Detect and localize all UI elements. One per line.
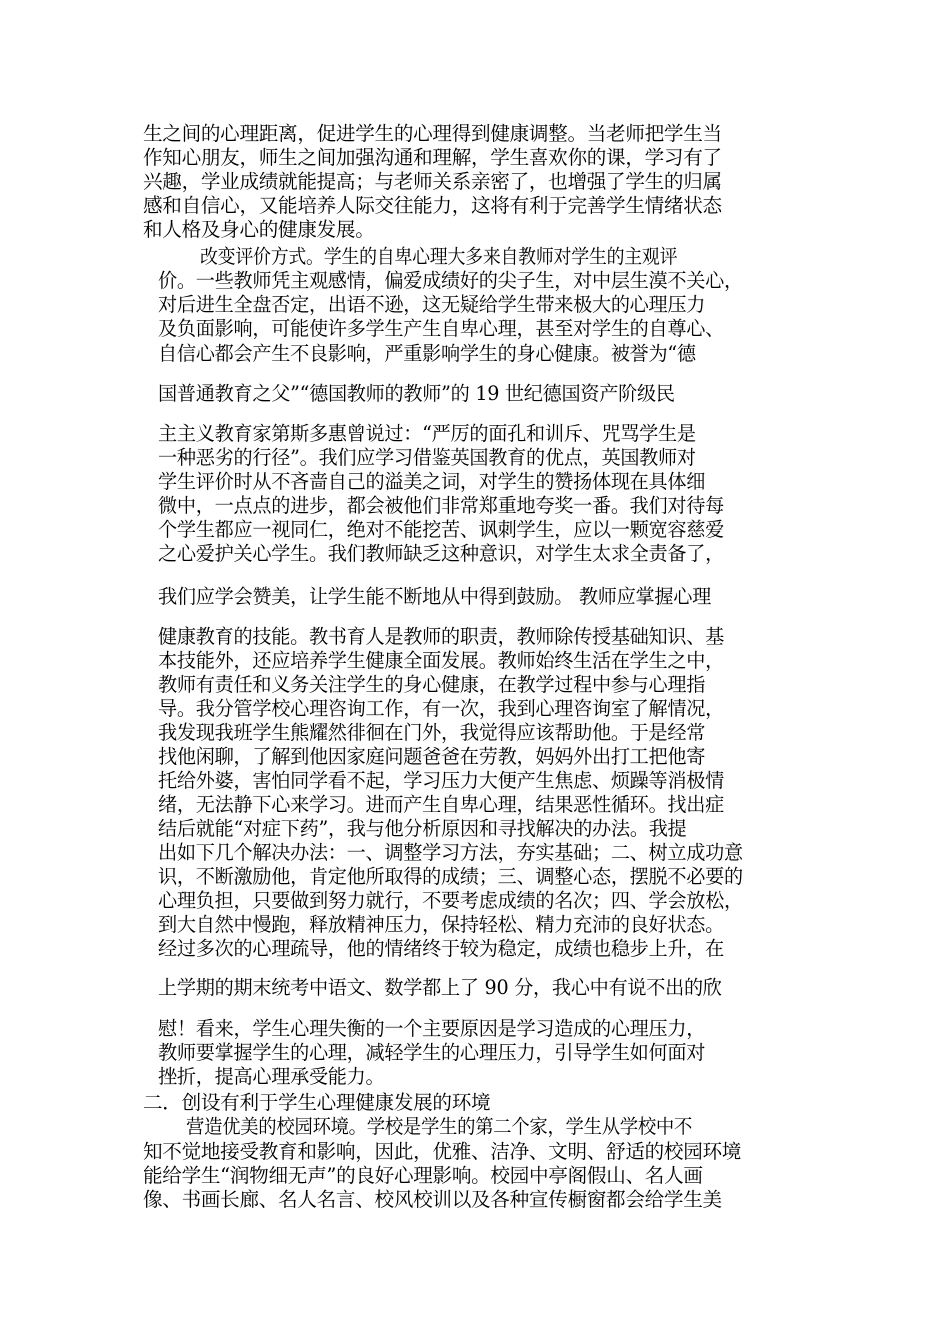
text-line: 学生评价时从不吝啬自己的溢美之词，对学生的赞扬体现在具体细 bbox=[158, 470, 706, 493]
section-heading: 二．创设有利于学生心理健康发展的环境 bbox=[143, 1091, 491, 1114]
text-line: 国普通教育之父”“德国教师的教师”的 19 世纪德国资产阶级民 bbox=[158, 382, 675, 405]
text-line: 慰！看来，学生心理失衡的一个主要原因是学习造成的心理压力， bbox=[158, 1017, 706, 1040]
text-line: 教师有责任和义务关注学生的身心健康，在教学过程中参与心理指 bbox=[158, 673, 706, 696]
text-line: 及负面影响，可能使许多学生产生自卑心理，甚至对学生的自尊心、 bbox=[158, 317, 725, 340]
text-line: 找他闲聊，了解到他因家庭问题爸爸在劳教，妈妈外出打工把他寄 bbox=[158, 745, 706, 768]
text-line: 出如下几个解决办法：一、调整学习方法，夯实基础；二、树立成功意 bbox=[158, 841, 743, 864]
text-line: 微中，一点点的进步，都会被他们非常郑重地夸奖一番。我们对待每 bbox=[158, 494, 725, 517]
text-line: 导。我分管学校心理咨询工作，有一次，我到心理咨询室了解情况， bbox=[158, 697, 725, 720]
text-line: 绪，无法静下心来学习。进而产生自卑心理，结果恶性循环。找出症 bbox=[158, 793, 725, 816]
text-line: 和人格及身心的健康发展。 bbox=[143, 218, 375, 241]
paragraph-first-line: 改变评价方式。学生的自卑心理大多来自教师对学生的主观评 bbox=[200, 245, 678, 268]
text-line: 我发现我班学生熊耀然徘徊在门外，我觉得应该帮助他。于是经常 bbox=[158, 721, 706, 744]
text-line: 结后就能“对症下药”，我与他分析原因和寻找解决的办法。我提 bbox=[158, 817, 687, 840]
text-line: 能给学生“润物细无声”的良好心理影响。校园中亭阁假山、名人画 bbox=[143, 1164, 703, 1187]
text-line: 知不觉地接受教育和影响，因此，优雅、洁净、文明、舒适的校园环境 bbox=[143, 1140, 742, 1163]
text-line: 上学期的期末统考中语文、数学都上了 90 分，我心中有说不出的欣 bbox=[158, 976, 722, 999]
text-line: 经过多次的心理疏导，他的情绪终于较为稳定，成绩也稳步上升，在 bbox=[158, 937, 725, 960]
text-line: 到大自然中慢跑，释放精神压力，保持轻松、精力充沛的良好状态。 bbox=[158, 913, 725, 936]
text-line: 本技能外，还应培养学生健康全面发展。教师始终生活在学生之中， bbox=[158, 649, 725, 672]
text-line: 生之间的心理距离，促进学生的心理得到健康调整。当老师把学生当 bbox=[143, 122, 722, 145]
text-line: 价。一些教师凭主观感情，偏爱成绩好的尖子生，对中层生漠不关心， bbox=[158, 269, 743, 292]
text-line: 托给外婆，害怕同学看不起，学习压力大便产生焦虑、烦躁等消极情 bbox=[158, 769, 725, 792]
text-line: 像、书画长廊、名人名言、校风校训以及各种宣传橱窗都会给学生美 bbox=[143, 1188, 722, 1211]
text-line: 挫折，提高心理承受能力。 bbox=[158, 1065, 385, 1088]
text-line: 健康教育的技能。教书育人是教师的职责，教师除传授基础知识、基 bbox=[158, 625, 725, 648]
text-line: 对后进生全盘否定，出语不逊，这无疑给学生带来极大的心理压力 bbox=[158, 293, 706, 316]
paragraph-first-line: 营造优美的校园环境。学校是学生的第二个家，学生从学校中不 bbox=[186, 1115, 693, 1138]
text-line: 感和自信心，又能培养人际交往能力，这将有利于完善学生情绪状态 bbox=[143, 194, 722, 217]
text-line: 自信心都会产生不良影响，严重影响学生的身心健康。被誉为“德 bbox=[158, 342, 696, 365]
text-line: 我们应学会赞美，让学生能不断地从中得到鼓励。 教师应掌握心理 bbox=[158, 585, 711, 608]
text-line: 之心爱护关心学生。我们教师缺乏这种意识，对学生太求全责备了， bbox=[158, 542, 725, 565]
text-line: 作知心朋友，师生之间加强沟通和理解，学生喜欢你的课，学习有了 bbox=[143, 146, 722, 169]
text-line: 教师要掌握学生的心理，减轻学生的心理压力，引导学生如何面对 bbox=[158, 1041, 706, 1064]
text-line: 主主义教育家第斯多惠曾说过：“严厉的面孔和训斥、咒骂学生是 bbox=[158, 422, 696, 445]
text-line: 兴趣，学业成绩就能提高；与老师关系亲密了，也增强了学生的归属 bbox=[143, 170, 722, 193]
text-line: 心理负担，只要做到努力就行，不要考虑成绩的名次；四、学会放松， bbox=[158, 889, 743, 912]
text-line: 识，不断激励他，肯定他所取得的成绩；三、调整心态，摆脱不必要的 bbox=[158, 865, 743, 888]
text-line: 个学生都应一视同仁，绝对不能挖苦、讽刺学生，应以一颗宽容慈爱 bbox=[158, 518, 725, 541]
text-line: 一种恶劣的行径”。我们应学习借鉴英国教育的优点，英国教师对 bbox=[158, 446, 696, 469]
